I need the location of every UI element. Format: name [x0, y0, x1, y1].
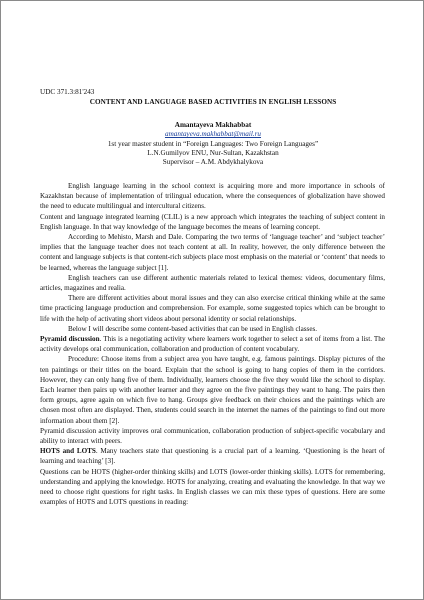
article-title: CONTENT AND LANGUAGE BASED ACTIVITIES IN ENGLISH LESSONS — [89, 98, 337, 106]
paragraph-7 — [40, 334, 385, 354]
paragraph-8: Procedure: Choose items from a subject area you have taught, e.g. famous paintings. Display pictures of the ten paintings or their titles on the board. Explain that the school is going to hang copies of them in the corridors. However, they can only hang five of them. Individually, learners choose the five they would like the school to display. Each learner then pairs up with another learner and they agree on the five paintings they want to hang. The pairs then form groups, agree again on which five to hang. Groups give feedback on their choices and the paintings which are chosen most often are displayed. Then, students could search in the internet the names of the paintings to find out more information about them [2]. — [40, 355, 385, 425]
paragraph-1: English language learning in the school context is acquiring more and more importance in schools of Kazakhstan because of implementation of trilingual education, where the consequences of globalization have showed the need to educate multilingual and intercultural citizens. — [40, 182, 385, 211]
paragraph-5: There are different activities about moral issues and they can also exercise critical thinking while at the same time practicing language production and comprehension. For example, some suggested topics which can be brought to life with the help of activating short videos about personal identity or social relationships. — [40, 294, 385, 323]
author-name: Amantayeva Makhabbat — [174, 121, 252, 129]
author-affiliation-line-2: L.N.Gumilyov ENU, Nur-Sultan, Kazakhstan — [147, 148, 279, 157]
udc-code: UDC 371.3:81'243 — [40, 88, 95, 96]
paragraph-10 — [40, 446, 385, 466]
paragraph-2: Content and language integrated learning (CLIL) is a new approach which integrates the teaching of subject content in English language. In that way knowledge of the language becomes the means of learning concept. — [40, 212, 385, 231]
paragraph-9: Pyramid discussion activity improves oral communication, collaboration production of subject-specific vocabulary and ability to interact with peers. — [40, 426, 385, 446]
paragraph-10-text: . Many teachers state that questioning is a crucial part of a learning. ‘Questioning is the heart of learning and teaching’ [3]. — [40, 447, 385, 466]
author-block — [1, 121, 424, 167]
article-body — [40, 181, 385, 508]
author-email-link[interactable]: amantayeva.makhabbat@mail.ru — [164, 130, 262, 139]
pyramid-discussion-heading: Pyramid discussion — [40, 335, 100, 344]
paragraph-4: English teachers can use different authentic materials related to lexical themes: videos, documentary films, articles, magazines and realia. — [40, 273, 385, 293]
paragraph-3: According to Mehisto, Marsh and Dale. Comparing the two terms of ‘language teacher’ and ‘subject teacher’ implies that the language teacher does not teach content at all. In reality, however, the only difference between the content and language subjects is that content-rich subjects place most emphasis on the material or ‘content’ that needs to be learned, whereas the language subject [1]. — [40, 233, 385, 272]
paragraph-6: Below I will describe some content-based activities that can be used in English classes. — [68, 324, 318, 333]
paragraph-11: Questions can be HOTS (higher-order thinking skills) and LOTS (lower-order thinking skills). LOTS for remembering, understanding and applying the knowledge. HOTS for analyzing, creating and evaluating the knowledge. In that way we need to choose right questions for right tasks. In English classes we can mix these types of questions. Here are some examples of HOTS and LOTS questions in reading: — [40, 467, 385, 507]
author-supervisor: Supervisor – A.M. Abdykhalykova — [162, 158, 264, 167]
author-affiliation-line-1: 1st year master student in “Foreign Languages: Two Foreign Languages” — [107, 139, 319, 148]
paragraph-7-text: . This is a negotiating activity where learners work together to select a set of items from a list. The activity develops oral communication, collaboration and production of content vocabulary. — [40, 335, 385, 354]
hots-lots-heading: HOTS and LOTS — [40, 447, 96, 456]
